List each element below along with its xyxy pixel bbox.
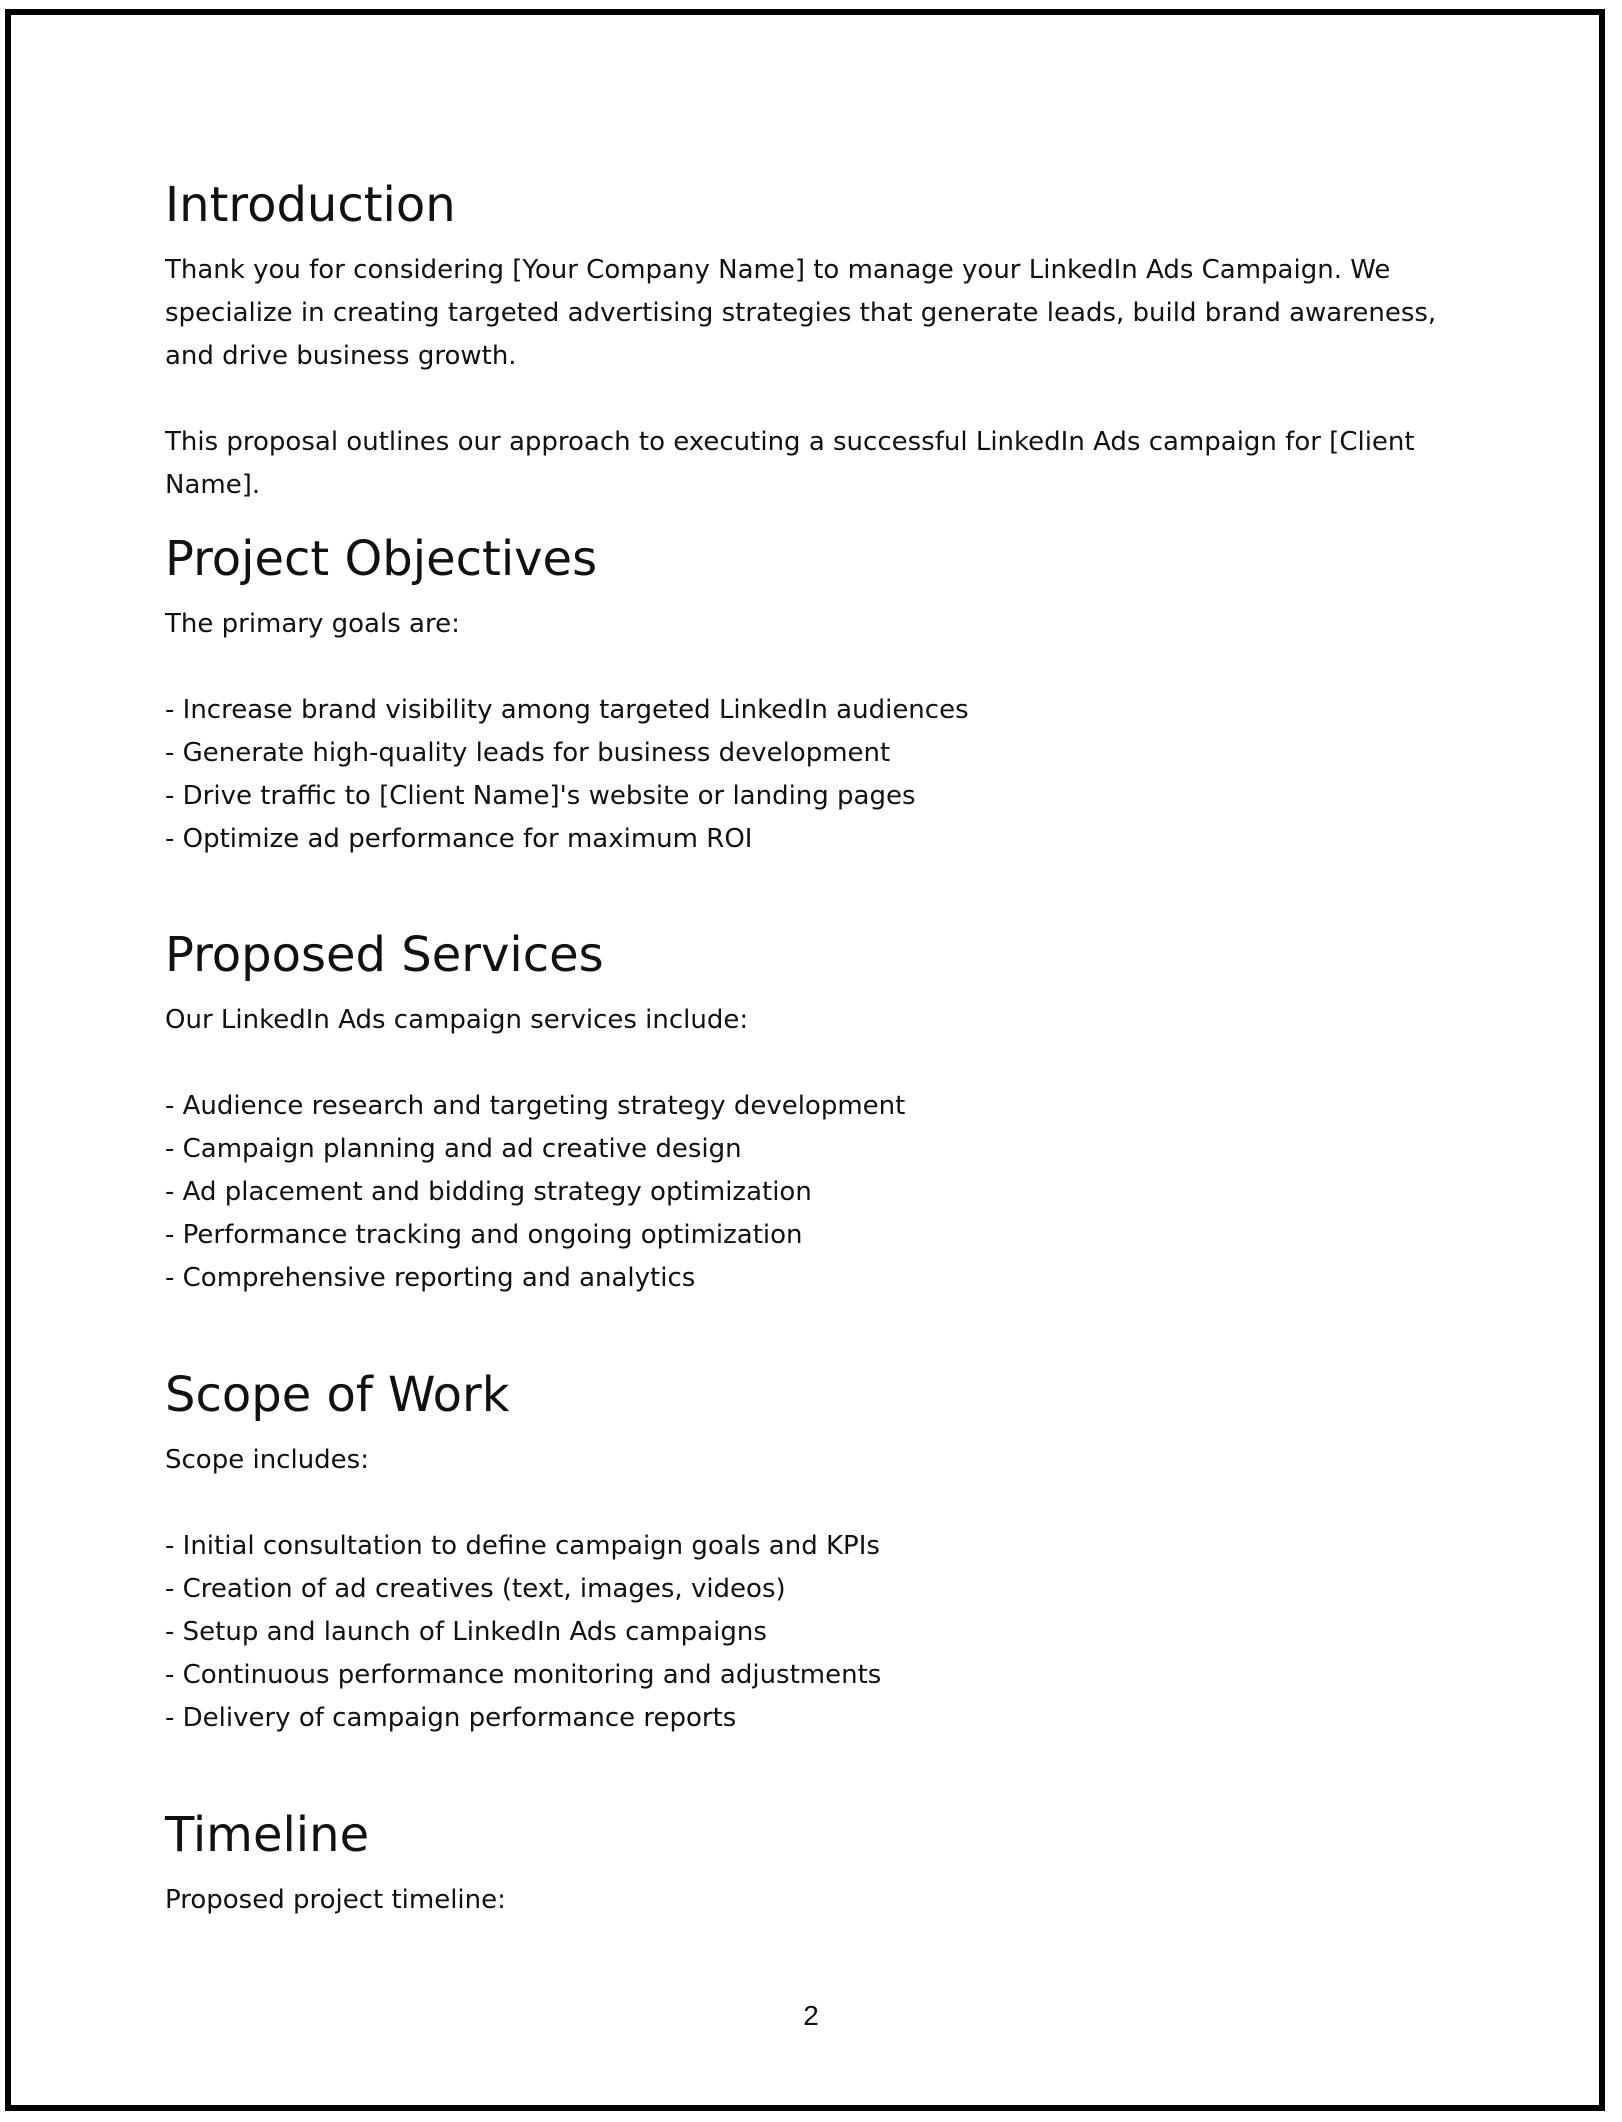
list-item: - Setup and launch of LinkedIn Ads campaigns [165, 1617, 767, 1647]
list-item: - Continuous performance monitoring and adjustments [165, 1660, 882, 1690]
section-timeline [165, 1805, 1465, 1922]
services-list [165, 1085, 1465, 1300]
list-item: - Creation of ad creatives (text, images, videos) [165, 1574, 786, 1604]
objectives-body [165, 603, 1465, 861]
page-number: 2 [803, 2000, 819, 2031]
introduction-paragraph-1: Thank you for considering [Your Company Name] to manage your LinkedIn Ads Campaign. We specialize in creating targeted advertising strategies that generate leads, build brand awareness, and drive business growth. [165, 255, 1437, 371]
heading-timeline: Timeline [165, 1807, 370, 1863]
objectives-intro: The primary goals are: [165, 609, 460, 639]
list-item: - Delivery of campaign performance reports [165, 1703, 737, 1733]
list-item: - Increase brand visibility among targeted LinkedIn audiences [165, 695, 969, 725]
objectives-list [165, 689, 1465, 861]
scope-body [165, 1439, 1465, 1740]
heading-services: Proposed Services [165, 927, 604, 983]
heading-scope: Scope of Work [165, 1367, 510, 1423]
section-services [165, 925, 1465, 1300]
introduction-body [165, 249, 1465, 507]
list-item: - Generate high-quality leads for business development [165, 738, 891, 768]
heading-objectives: Project Objectives [165, 531, 598, 587]
services-body [165, 999, 1465, 1300]
services-intro: Our LinkedIn Ads campaign services include: [165, 1005, 749, 1035]
document-page [5, 9, 1605, 2111]
section-introduction [165, 175, 1465, 507]
list-item: - Campaign planning and ad creative design [165, 1134, 742, 1164]
list-item: - Initial consultation to define campaign goals and KPIs [165, 1531, 880, 1561]
timeline-body [165, 1879, 1465, 1922]
list-item: - Drive traffic to [Client Name]'s website or landing pages [165, 781, 916, 811]
list-item: - Audience research and targeting strategy development [165, 1091, 906, 1121]
section-scope [165, 1365, 1465, 1740]
list-item: - Ad placement and bidding strategy optimization [165, 1177, 812, 1207]
section-objectives [165, 529, 1465, 861]
scope-list [165, 1525, 1465, 1740]
scope-intro: Scope includes: [165, 1445, 369, 1475]
introduction-paragraph-2: This proposal outlines our approach to executing a successful LinkedIn Ads campaign for [Client Name]. [165, 427, 1415, 500]
list-item: - Comprehensive reporting and analytics [165, 1263, 696, 1293]
heading-introduction: Introduction [165, 177, 456, 233]
list-item: - Performance tracking and ongoing optimization [165, 1220, 803, 1250]
timeline-intro: Proposed project timeline: [165, 1885, 506, 1915]
list-item: - Optimize ad performance for maximum ROI [165, 824, 753, 854]
